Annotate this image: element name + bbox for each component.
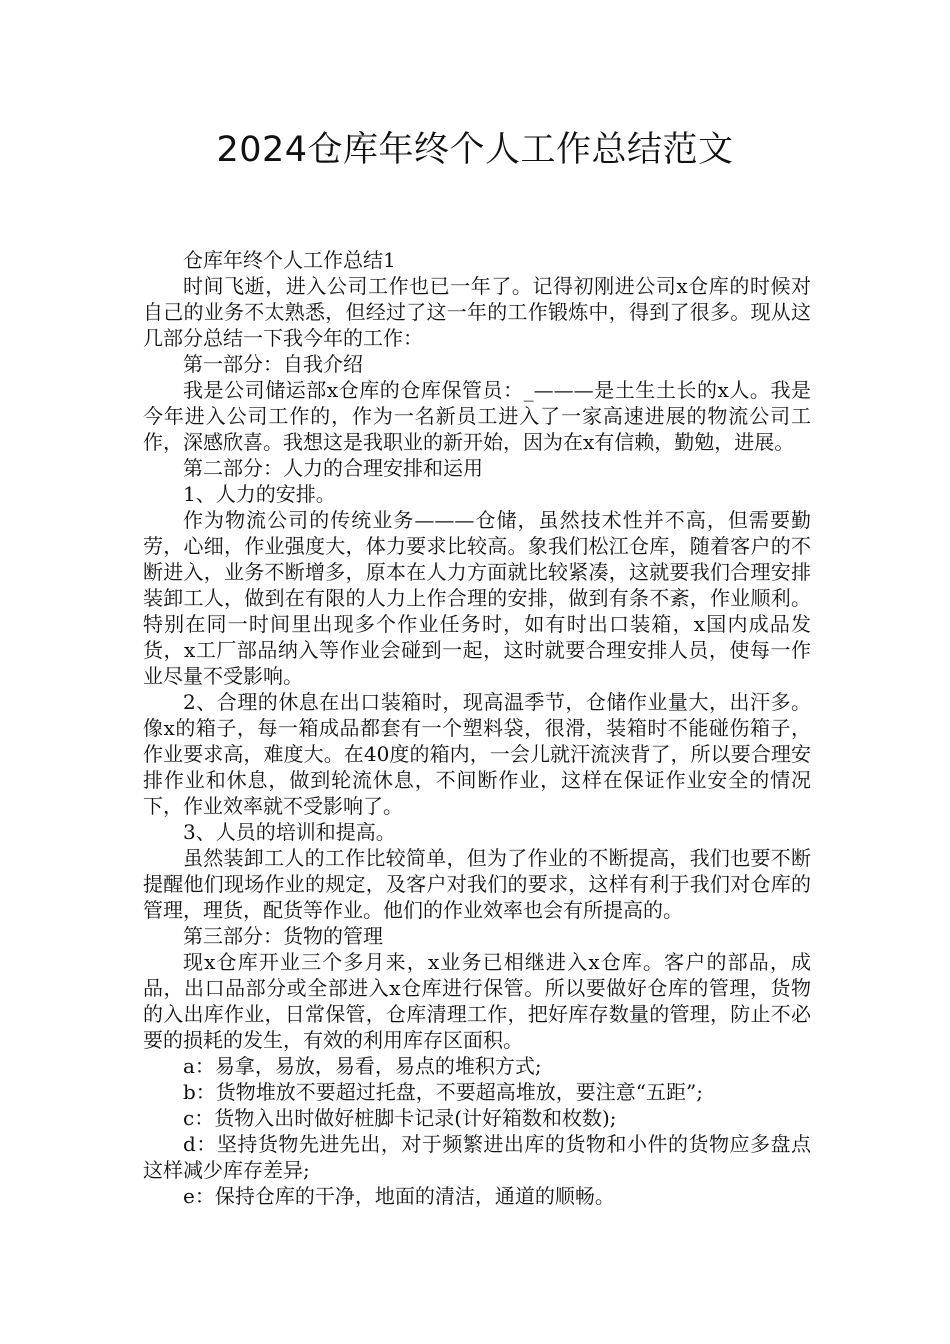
- list-item-a: a：易拿，易放，易看，易点的堆积方式;: [183, 1054, 542, 1078]
- paragraph-part-three-heading: 第三部分：货物的管理: [183, 924, 383, 948]
- list-item-d: d：坚持货物先进先出，对于频繁进出库的货物和小件的货物应多盘点这样减少库存差异;: [143, 1132, 811, 1182]
- document-body: [143, 247, 811, 1209]
- list-item-c: c：货物入出时做好桩脚卡记录(计好箱数和枚数);: [183, 1106, 617, 1130]
- paragraph-item-1-body: 作为物流公司的传统业务———仓储，虽然技术性并不高，但需要勤劳，心细，作业强度大，体力要求比较高。象我们松江仓库，随着客户的不断进入，业务不断增多，原本在人力方面就比较紧凑，这就要我们合理安排装卸工人，做到在有限的人力上作合理的安排，做到有条不紊，作业顺利。特别在同一时间里出现多个作业任务时，如有时出口装箱，x国内成品发货，x工厂部品纳入等作业会碰到一起，这时就要合理安排人员，使每一作业尽量不受影响。: [143, 508, 811, 688]
- paragraph-goods-management: 现x仓库开业三个多月来，x业务已相继进入x仓库。客户的部品，成品，出口品部分或全部进入x仓库进行保管。所以要做好仓库的管理，货物的入出库作业，日常保管，仓库清理工作，把好库存数量的管理，防止不必要的损耗的发生，有效的利用库存区面积。: [143, 950, 811, 1052]
- paragraph-item-3-body: 虽然装卸工人的工作比较简单，但为了作业的不断提高，我们也要不断提醒他们现场作业的规定，及客户对我们的要求，这样有利于我们对仓库的管理，理货，配货等作业。他们的作业效率也会有所提高的。: [143, 846, 811, 922]
- paragraph-part-two-heading: 第二部分：人力的合理安排和运用: [183, 456, 483, 480]
- document-title: 2024仓库年终个人工作总结范文: [216, 130, 734, 170]
- paragraph-intro: 时间飞逝，进入公司工作也已一年了。记得初刚进公司x仓库的时候对自己的业务不太熟悉，但经过了这一年的工作锻炼中，得到了很多。现从这几部分总结一下我今年的工作：: [143, 274, 811, 350]
- paragraph-item-3-heading: 3、人员的培训和提高。: [183, 820, 396, 844]
- paragraph-part-one-heading: 第一部分：自我介绍: [183, 352, 363, 376]
- paragraph-section-heading: 仓库年终个人工作总结1: [183, 248, 396, 272]
- list-item-b: b：货物堆放不要超过托盘，不要超高堆放，要注意“五距”;: [183, 1080, 703, 1104]
- paragraph-item-2: 2、合理的休息在出口装箱时，现高温季节，仓储作业量大，出汗多。像x的箱子，每一箱成品都套有一个塑料袋，很滑，装箱时不能碰伤箱子，作业要求高，难度大。在40度的箱内，一会儿就汗流浃背了，所以要合理安排作业和休息，做到轮流休息，不间断作业，这样在保证作业安全的情况下，作业效率就不受影响了。: [143, 690, 811, 818]
- paragraph-self-introduction: 我是公司储运部x仓库的仓库保管员：_———是土生土长的x人。我是今年进入公司工作的，作为一名新员工进入了一家高速进展的物流公司工作，深感欣喜。我想这是我职业的新开始，因为在x有信赖，勤勉，进展。: [143, 378, 811, 454]
- list-item-e: e：保持仓库的干净，地面的清洁，通道的顺畅。: [183, 1184, 615, 1208]
- paragraph-item-1-heading: 1、人力的安排。: [183, 482, 336, 506]
